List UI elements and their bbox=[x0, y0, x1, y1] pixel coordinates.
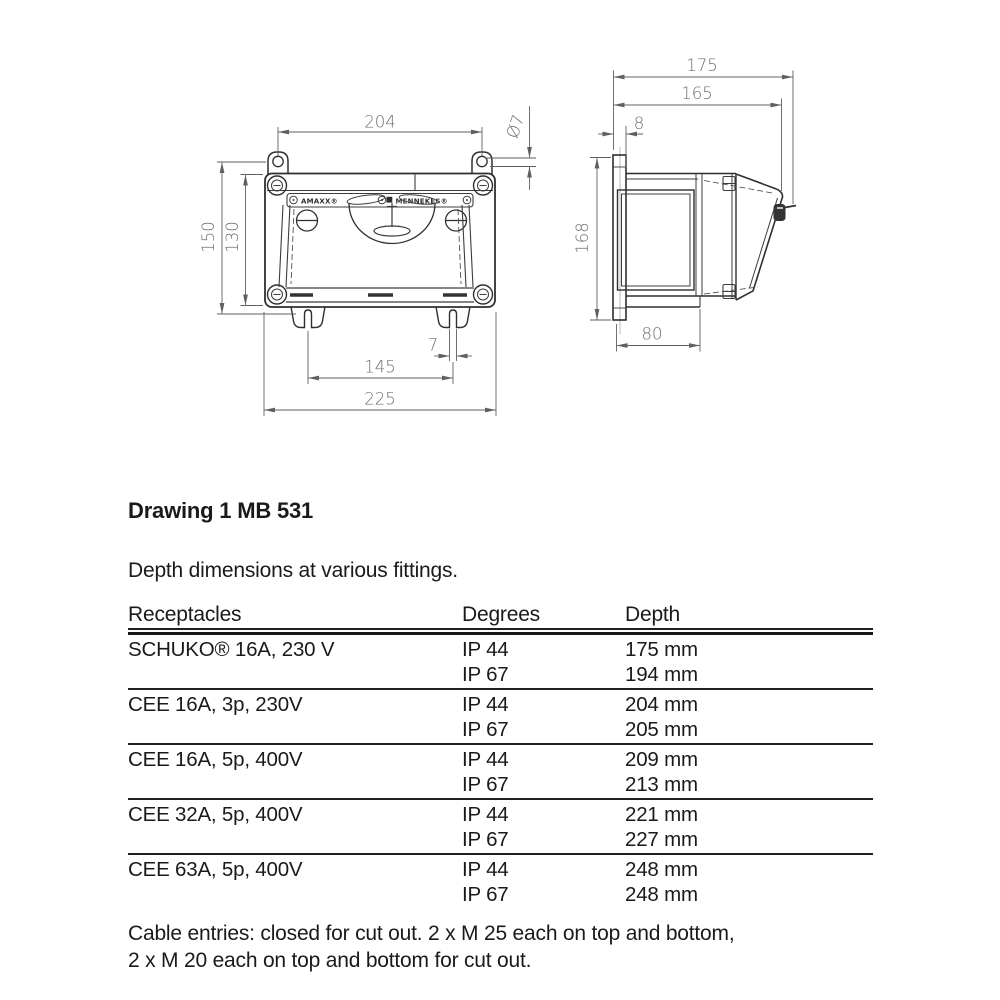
column-header-depth: Depth bbox=[625, 603, 681, 626]
depth-cell: 175 mm bbox=[625, 638, 698, 661]
column-header-degrees: Degrees bbox=[462, 603, 540, 626]
mennekes-logo-icon bbox=[387, 197, 393, 203]
table-header-row bbox=[128, 603, 873, 627]
brand-label-mennekes: MENNEKES® bbox=[395, 197, 448, 206]
depth-cell: 205 mm bbox=[625, 718, 698, 741]
degree-cell: IP 44 bbox=[462, 748, 509, 771]
dim-168 bbox=[573, 158, 611, 321]
column-header-receptacles: Receptacles bbox=[128, 603, 242, 626]
latch-knob bbox=[774, 204, 797, 221]
mounting-flange bbox=[613, 155, 626, 320]
depth-cell: 209 mm bbox=[625, 748, 698, 771]
svg-text:Ø7: Ø7 bbox=[502, 112, 529, 141]
table-row bbox=[128, 690, 873, 745]
table-row bbox=[128, 635, 873, 690]
svg-text:175: 175 bbox=[686, 56, 718, 75]
depth-cell: 227 mm bbox=[625, 828, 698, 851]
depth-dimensions-table bbox=[128, 603, 873, 908]
side-view-drawing bbox=[573, 56, 796, 352]
brand-label-amaxx: AMAXX® bbox=[301, 197, 338, 206]
hinge-clips bbox=[723, 177, 735, 299]
cable-entries-note-line2: 2 x M 20 each on top and bottom for cut out. bbox=[128, 949, 532, 972]
receptacle-cell: SCHUKO® 16A, 230 V bbox=[128, 638, 335, 661]
box-window-inner bbox=[622, 194, 691, 286]
dim-80 bbox=[617, 309, 701, 352]
degree-cell: IP 67 bbox=[462, 828, 509, 851]
dim-204 bbox=[278, 113, 482, 157]
svg-text:7: 7 bbox=[427, 335, 439, 355]
table-row bbox=[128, 855, 873, 908]
depth-cell: 213 mm bbox=[625, 773, 698, 796]
bottom-band bbox=[286, 288, 474, 302]
receptacle-cell: CEE 16A, 5p, 400V bbox=[128, 748, 303, 771]
degree-cell: IP 44 bbox=[462, 858, 509, 881]
bottom-tab bbox=[291, 307, 325, 328]
degree-cell: IP 44 bbox=[462, 693, 509, 716]
depth-cell: 248 mm bbox=[625, 883, 698, 906]
depth-cell: 204 mm bbox=[625, 693, 698, 716]
degree-cell: IP 67 bbox=[462, 773, 509, 796]
box-window-outer bbox=[618, 190, 695, 290]
table-row bbox=[128, 800, 873, 855]
receptacle-cell: CEE 63A, 5p, 400V bbox=[128, 858, 303, 881]
dim-8 bbox=[598, 114, 644, 168]
dim-130 bbox=[223, 175, 263, 306]
svg-text:168: 168 bbox=[573, 222, 592, 254]
degree-cell: IP 44 bbox=[462, 638, 509, 661]
svg-text:165: 165 bbox=[681, 84, 713, 103]
drawing-title: Drawing 1 MB 531 bbox=[128, 498, 314, 523]
front-view-drawing bbox=[199, 106, 536, 416]
dim-hole-diameter bbox=[485, 106, 536, 190]
svg-text:145: 145 bbox=[364, 357, 396, 377]
receptacle-cell: CEE 32A, 5p, 400V bbox=[128, 803, 303, 826]
technical-drawing bbox=[120, 30, 930, 440]
svg-text:204: 204 bbox=[364, 112, 396, 132]
degree-cell: IP 67 bbox=[462, 718, 509, 741]
degree-cell: IP 67 bbox=[462, 663, 509, 686]
degree-cell: IP 67 bbox=[462, 883, 509, 906]
bottom-tab bbox=[436, 307, 470, 328]
sloped-cover bbox=[704, 174, 783, 300]
table-caption: Depth dimensions at various fittings. bbox=[128, 559, 458, 582]
degree-cell: IP 44 bbox=[462, 803, 509, 826]
dim-7 bbox=[428, 329, 472, 361]
svg-text:150: 150 bbox=[199, 221, 218, 253]
depth-cell: 194 mm bbox=[625, 663, 698, 686]
svg-text:225: 225 bbox=[364, 389, 396, 409]
mounting-hole-icon bbox=[273, 156, 283, 166]
side-rails bbox=[279, 205, 473, 287]
depth-cell: 248 mm bbox=[625, 858, 698, 881]
receptacle-cell: CEE 16A, 3p, 230V bbox=[128, 693, 303, 716]
svg-text:80: 80 bbox=[641, 324, 663, 344]
header-rule-thin bbox=[128, 628, 873, 630]
depth-cell: 221 mm bbox=[625, 803, 698, 826]
cable-entries-note-line1: Cable entries: closed for cut out. 2 x M 25 each on top and bottom, bbox=[128, 922, 735, 945]
dim-165 bbox=[614, 84, 782, 191]
table-row bbox=[128, 745, 873, 800]
flap-handle bbox=[374, 226, 410, 236]
svg-text:130: 130 bbox=[223, 221, 242, 253]
cable-entries-note bbox=[128, 920, 908, 974]
svg-text:8: 8 bbox=[633, 114, 645, 133]
slotted-screws bbox=[296, 210, 467, 231]
